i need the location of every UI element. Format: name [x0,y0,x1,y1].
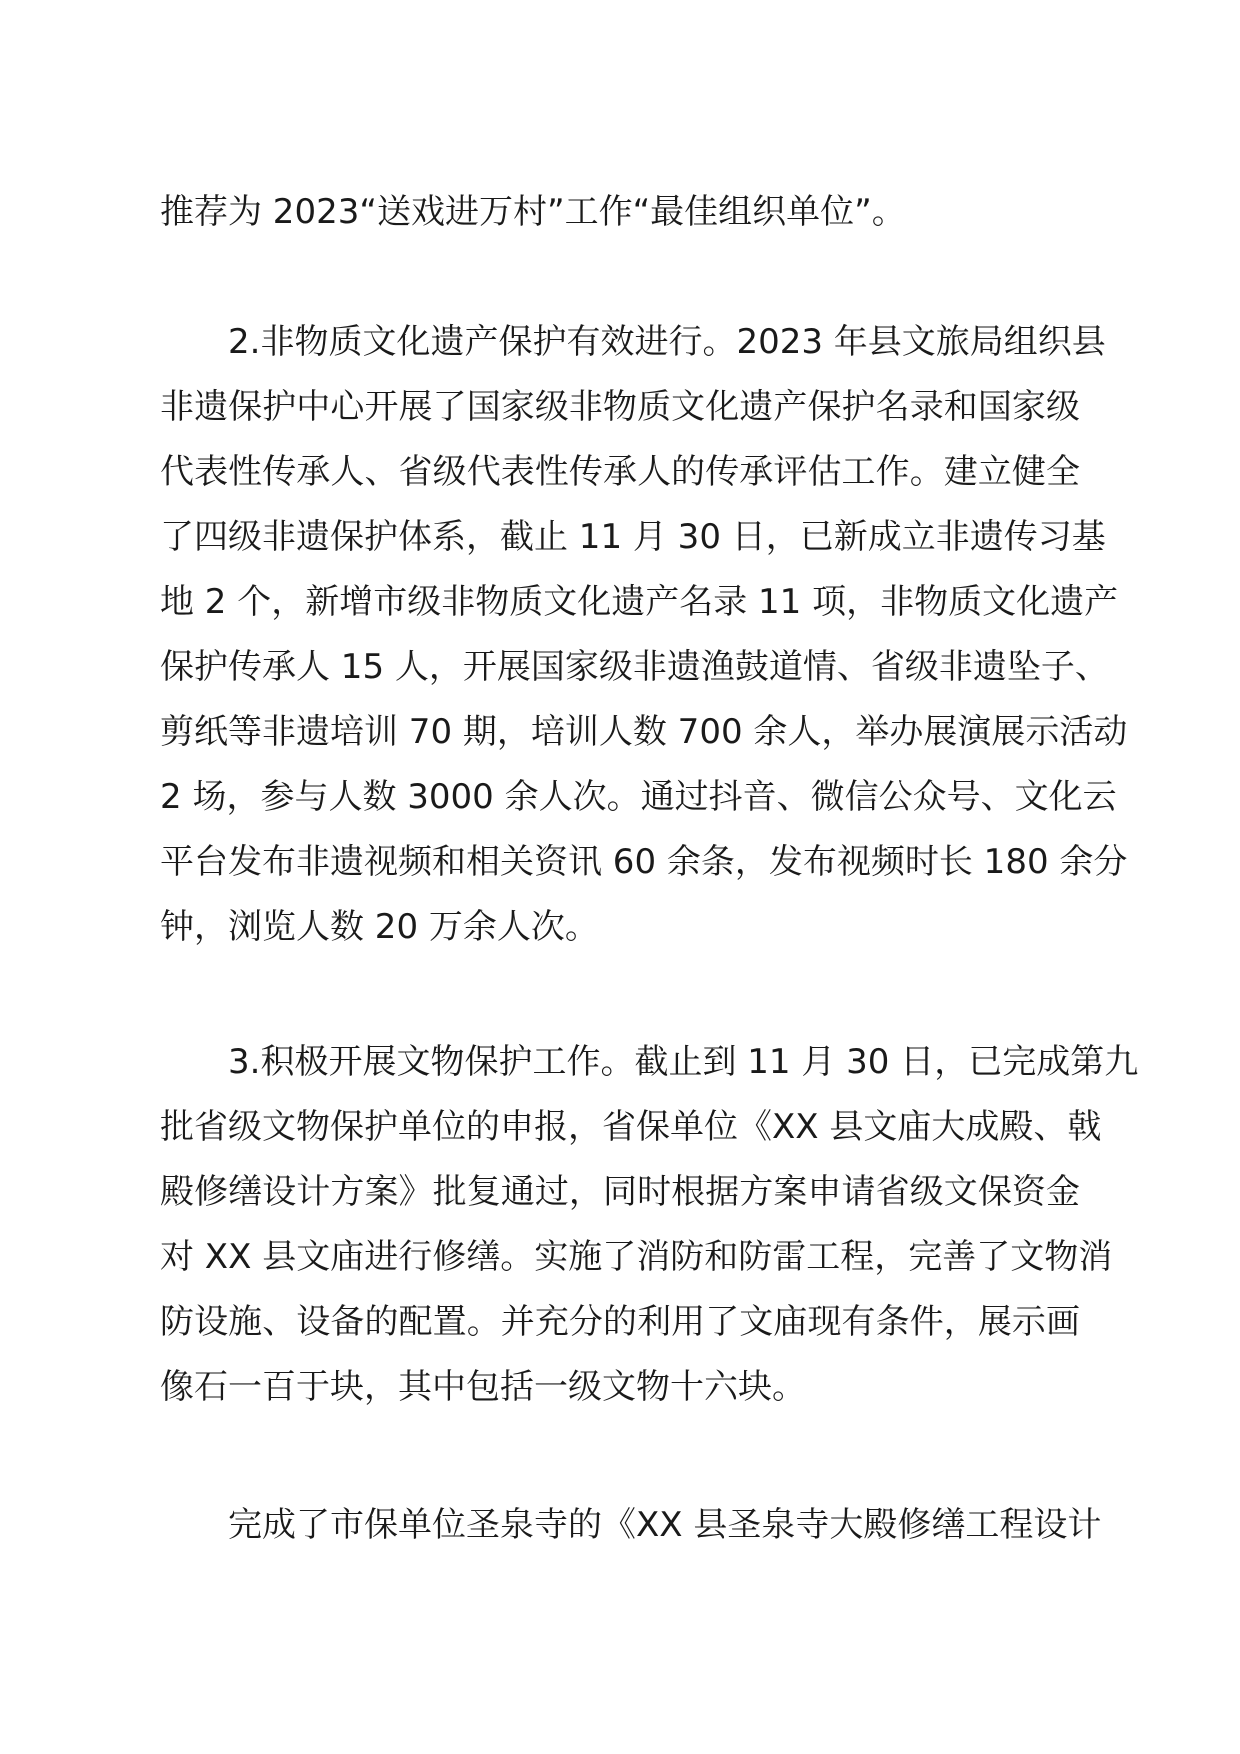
paragraph-line: 2 场，参与人数 3000 余人次。通过抖音、微信公众号、文化云 [160,777,1117,817]
paragraph-cultural-relics [160,1030,1139,1420]
paragraph-line: 对 XX 县文庙进行修缮。实施了消防和防雷工程，完善了文物消 [160,1237,1113,1277]
paragraph-intangible-heritage [160,310,1128,960]
paragraph-line: 完成了市保单位圣泉寺的《XX 县圣泉寺大殿修缮工程设计 [228,1505,1102,1545]
paragraph-line: 钟，浏览人数 20 万余人次。 [160,907,599,947]
paragraph-line: 保护传承人 15 人，开展国家级非遗渔鼓道情、省级非遗坠子、 [160,647,1109,687]
paragraph-line: 殿修缮设计方案》批复通过，同时根据方案申请省级文保资金 [160,1172,1080,1212]
paragraph-line: 代表性传承人、省级代表性传承人的传承评估工作。建立健全 [160,452,1080,492]
paragraph-line: 像石一百于块，其中包括一级文物十六块。 [160,1367,806,1407]
paragraph-line: 了四级非遗保护体系，截止 11 月 30 日，已新成立非遗传习基 [160,517,1106,557]
paragraph-line: 剪纸等非遗培训 70 期，培训人数 700 余人，举办展演展示活动 [160,712,1128,752]
paragraph-temple-repair [160,1493,1102,1558]
paragraph-line: 平台发布非遗视频和相关资讯 60 余条，发布视频时长 180 余分 [160,842,1128,882]
paragraph-line: 地 2 个，新增市级非物质文化遗产名录 11 项，非物质文化遗产 [160,582,1119,622]
paragraph-line: 非遗保护中心开展了国家级非物质文化遗产保护名录和国家级 [160,387,1080,427]
paragraph-line: 3.积极开展文物保护工作。截止到 11 月 30 日，已完成第九 [228,1042,1139,1082]
paragraph-line: 批省级文物保护单位的申报，省保单位《XX 县文庙大成殿、戟 [160,1107,1102,1147]
paragraph-line: 推荐为 2023“送戏进万村”工作“最佳组织单位”。 [160,192,906,232]
intro-paragraph [160,180,1080,245]
paragraph-line: 2.非物质文化遗产保护有效进行。2023 年县文旅局组织县 [228,322,1106,362]
paragraph-line: 防设施、设备的配置。并充分的利用了文庙现有条件，展示画 [160,1302,1080,1342]
